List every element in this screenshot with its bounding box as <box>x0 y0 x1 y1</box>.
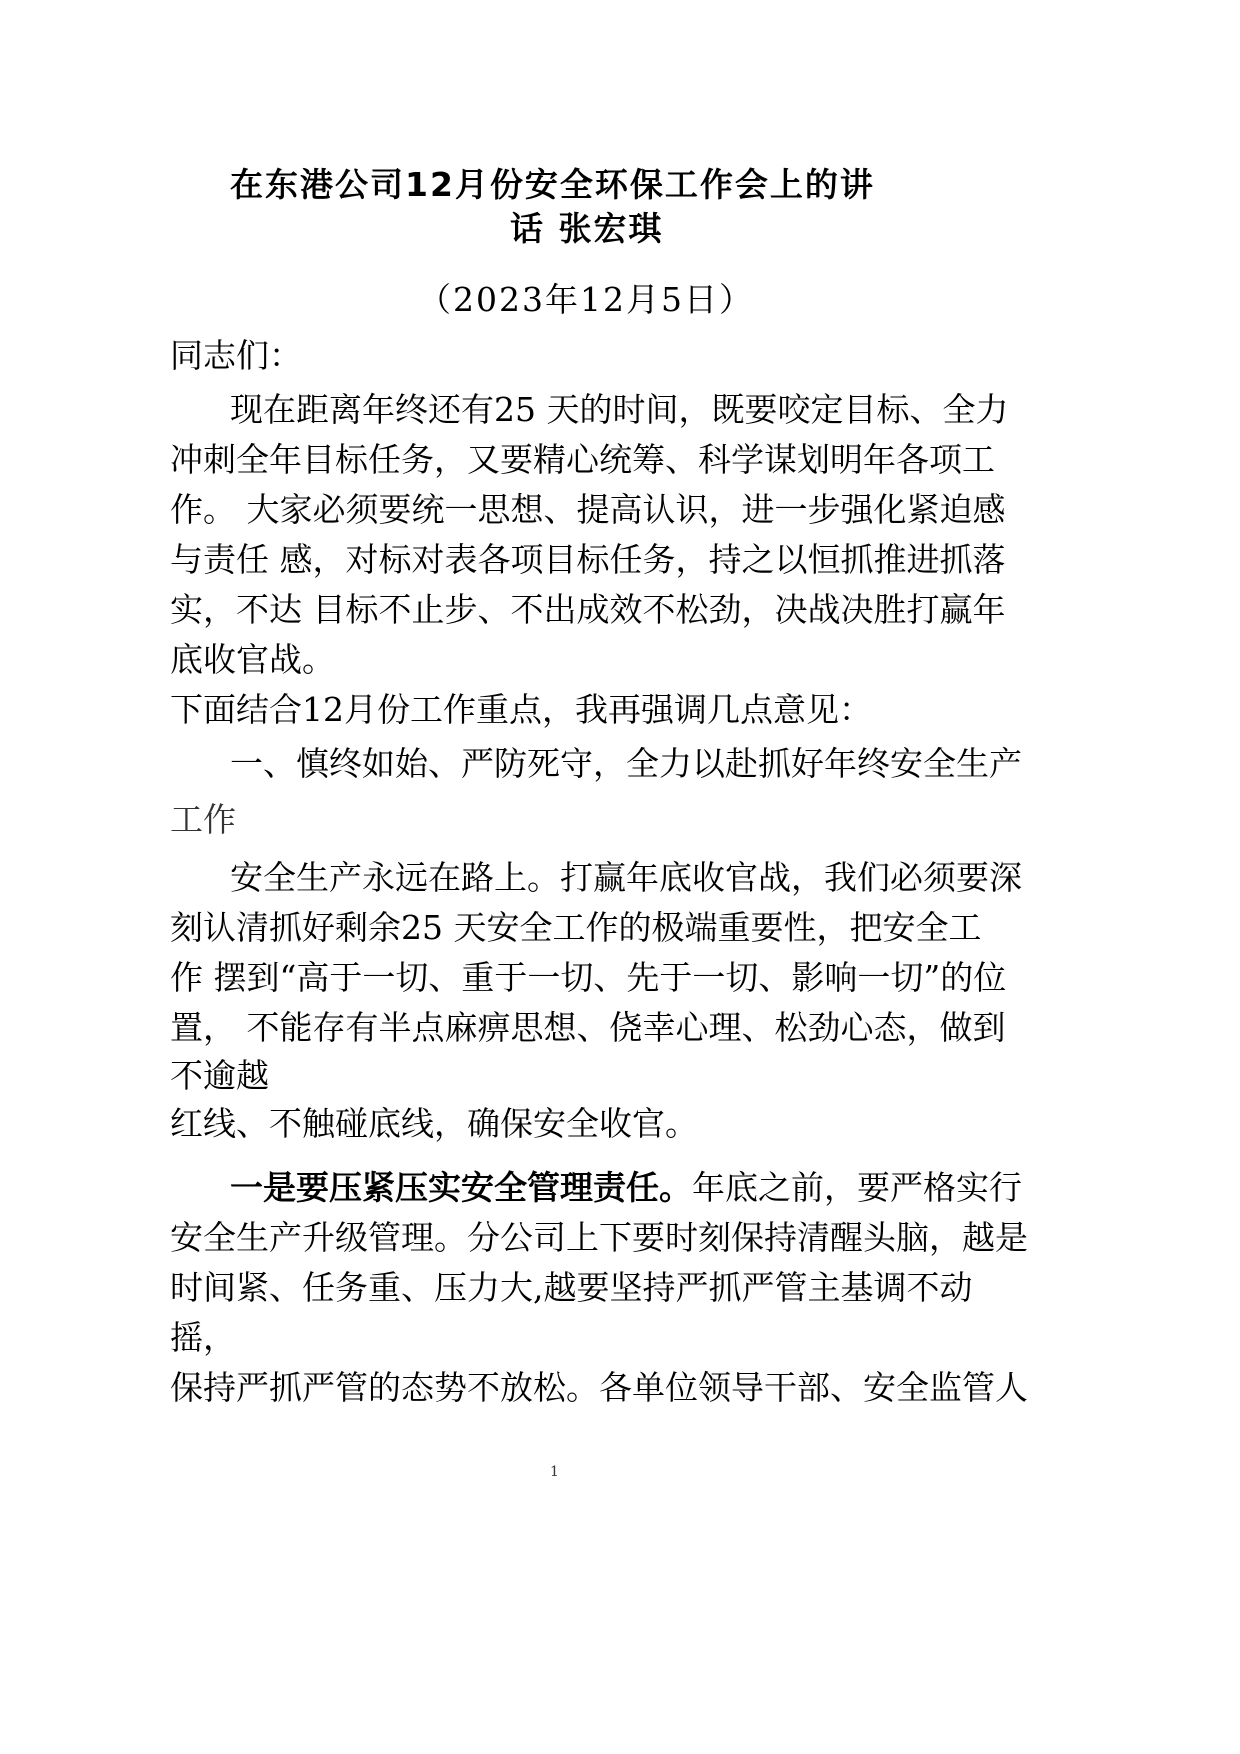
paragraph-2: 下面结合12月份工作重点，我再强调几点意见： <box>170 690 872 729</box>
paragraph-1-line: 冲刺全年目标任务，又要精心统筹、科学谋划明年各项工 <box>170 440 995 479</box>
paragraph-4-line: 摇， <box>170 1318 236 1357</box>
paragraph-1-line: 与责任 感，对标对表各项目标任务，持之以恒抓推进抓落 <box>170 540 1006 579</box>
paragraph-3-line: 红线、不触碰底线，确保安全收官。 <box>170 1104 698 1143</box>
document-title-line-2: 话 张宏琪 <box>510 209 664 248</box>
paragraph-1-line: 底收官战。 <box>170 640 335 679</box>
paragraph-3-line: 安全生产永远在路上。打赢年底收官战，我们必须要深 <box>230 858 1022 897</box>
paragraph-4-line: 保持严抓严管的态势不放松。各单位领导干部、安全监管人 <box>170 1368 1028 1407</box>
paragraph-4-first-line <box>230 1168 1022 1208</box>
paragraph-3-line: 置， 不能存有半点麻痹思想、侥幸心理、松劲心态，做到 <box>170 1008 1006 1047</box>
document-date: （2023年12月5日） <box>418 280 754 319</box>
paragraph-4-lead: 一是要压紧压实安全管理责任。 <box>230 1168 692 1207</box>
paragraph-3-line: 作 摆到“高于一切、重于一切、先于一切、影响一切”的位 <box>170 958 1007 997</box>
page-number: 1 <box>550 1464 559 1480</box>
section-heading-line-2: 工作 <box>170 800 236 839</box>
salutation: 同志们： <box>170 336 302 375</box>
paragraph-4-line: 时间紧、任务重、压力大,越要坚持严抓严管主基调不动 <box>170 1268 973 1307</box>
paragraph-3-line: 不逾越 <box>170 1056 269 1095</box>
document-title-line-1: 在东港公司12月份安全环保工作会上的讲 <box>230 165 875 204</box>
paragraph-4-lead-rest: 年底之前，要严格实行 <box>692 1168 1022 1207</box>
paragraph-1-line: 现在距离年终还有25 天的时间，既要咬定目标、全力 <box>230 390 1009 429</box>
section-heading-line-1: 一、慎终如始、严防死守，全力以赴抓好年终安全生产 <box>230 744 1022 783</box>
paragraph-1-line: 实，不达 目标不止步、不出成效不松劲，决战决胜打赢年 <box>170 590 1006 629</box>
paragraph-3-line: 刻认清抓好剩余25 天安全工作的极端重要性，把安全工 <box>170 908 982 947</box>
paragraph-1-line: 作。 大家必须要统一思想、提高认识，进一步强化紧迫感 <box>170 490 1006 529</box>
paragraph-4-line: 安全生产升级管理。分公司上下要时刻保持清醒头脑，越是 <box>170 1218 1028 1257</box>
